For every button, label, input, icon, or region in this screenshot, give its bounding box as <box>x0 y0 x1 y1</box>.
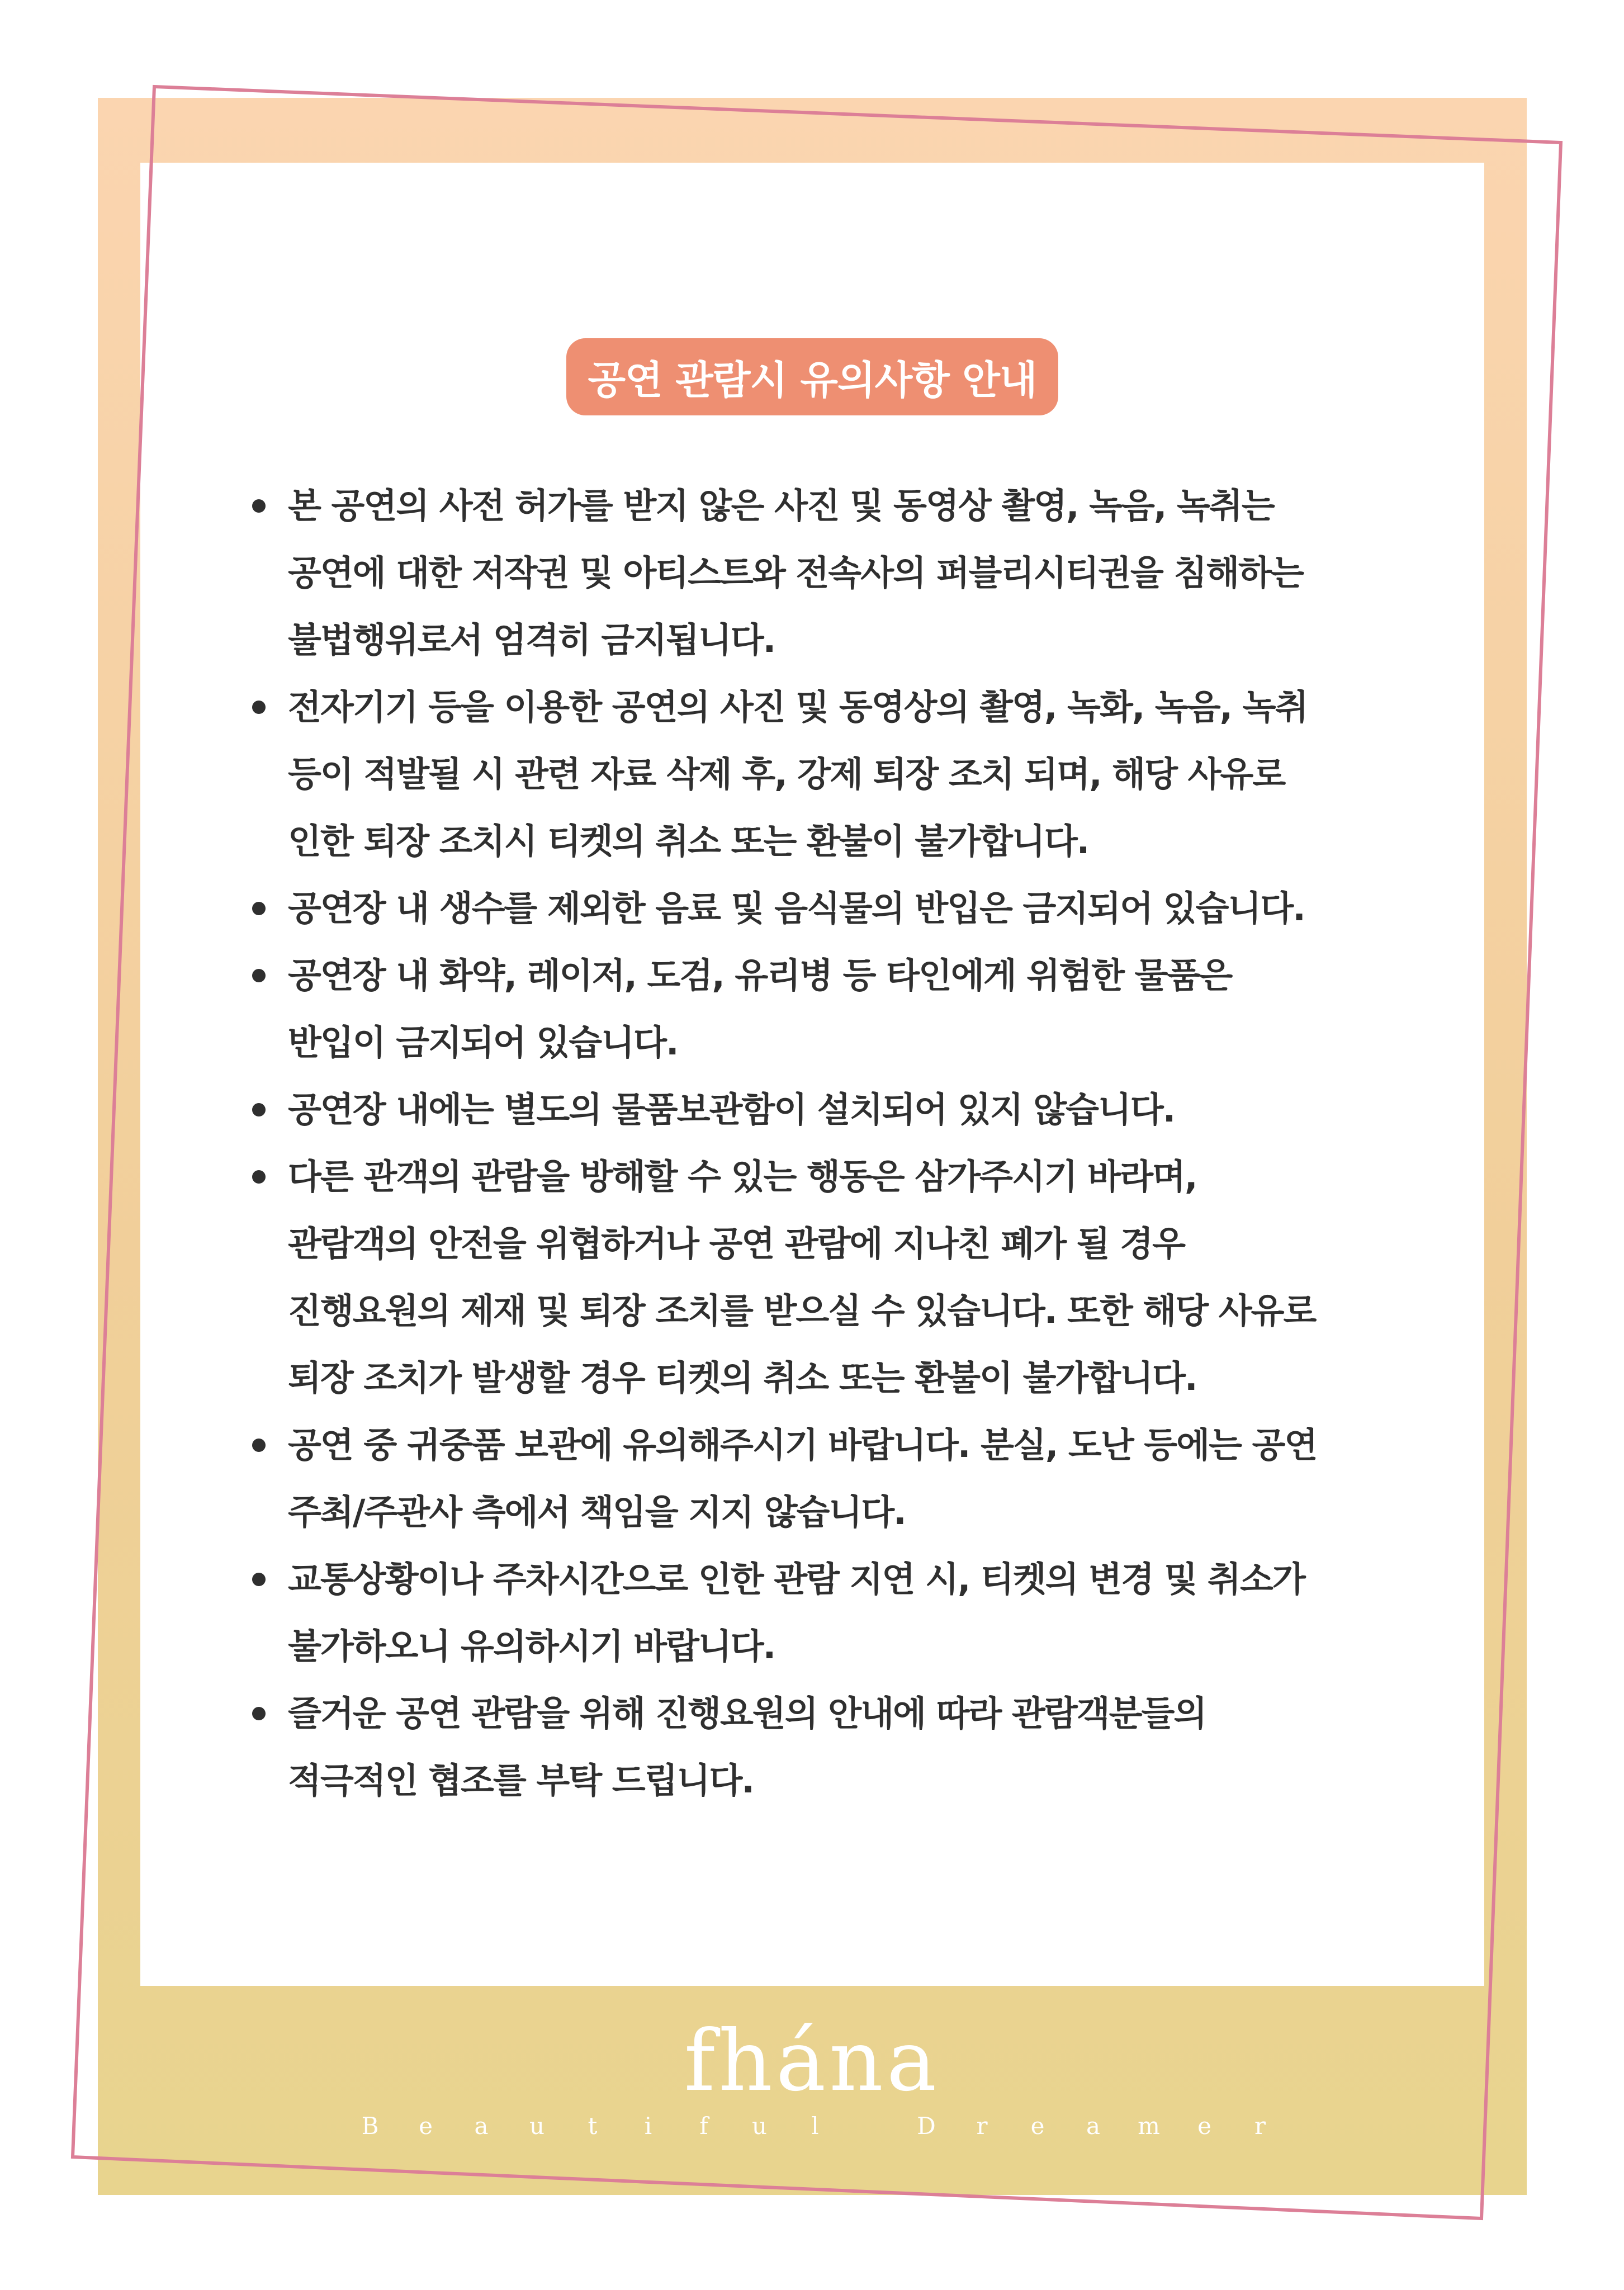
bullet-icon <box>252 969 266 982</box>
notice-line: 불법행위로서 엄격히 금지됩니다. <box>288 619 775 660</box>
notice-line: 반입이 금지되어 있습니다. <box>288 1022 678 1063</box>
notice-list <box>288 472 1412 1814</box>
notice-line: 주최/주관사 측에서 책임을 지지 않습니다. <box>288 1492 906 1532</box>
notice-item <box>288 875 1412 942</box>
bullet-icon <box>252 1439 266 1452</box>
notice-line: 전자기기 등을 이용한 공연의 사진 및 동영상의 촬영, 녹화, 녹음, 녹취 <box>288 687 1308 727</box>
notice-line: 불가하오니 유의하시기 바랍니다. <box>288 1626 775 1667</box>
bullet-icon <box>252 1707 266 1720</box>
notice-line: 공연장 내에는 별도의 물품보관함이 설치되어 있지 않습니다. <box>288 1089 1175 1130</box>
notice-line: 등이 적발될 시 관련 자료 삭제 후, 강제 퇴장 조치 되며, 해당 사유로 <box>288 754 1285 794</box>
brand-subtitle: B e a u t i f u l D r e a m e r <box>361 2112 1266 2140</box>
bullet-icon <box>252 1573 266 1586</box>
notice-line: 관람객의 안전을 위협하거나 공연 관람에 지나친 폐가 될 경우 <box>288 1223 1185 1264</box>
notice-item <box>288 1412 1412 1546</box>
notice-item <box>288 1546 1412 1680</box>
bullet-icon <box>252 902 266 915</box>
notice-line: 공연 중 귀중품 보관에 유의해주시기 바랍니다. 분실, 도난 등에는 공연 <box>288 1425 1317 1465</box>
notice-item <box>288 674 1412 875</box>
notice-item <box>288 1143 1412 1412</box>
notice-line: 적극적인 협조를 부탁 드립니다. <box>288 1760 754 1801</box>
notice-line: 진행요원의 제재 및 퇴장 조치를 받으실 수 있습니다. 또한 해당 사유로 <box>288 1290 1316 1331</box>
notice-line: 공연장 내 생수를 제외한 음료 및 음식물의 반입은 금지되어 있습니다. <box>288 888 1305 929</box>
notice-line: 교통상황이나 주차시간으로 인한 관람 지연 시, 티켓의 변경 및 취소가 <box>288 1559 1305 1600</box>
notice-line: 즐거운 공연 관람을 위해 진행요원의 안내에 따라 관람객분들의 <box>288 1693 1206 1734</box>
brand-logo: fhána <box>684 2013 940 2110</box>
bullet-icon <box>252 1103 266 1116</box>
bullet-icon <box>252 1170 266 1184</box>
notice-item <box>288 1680 1412 1814</box>
notice-item <box>288 472 1412 674</box>
notice-line: 다른 관객의 관람을 방해할 수 있는 행동은 삼가주시기 바라며, <box>288 1156 1197 1197</box>
notice-item <box>288 1076 1412 1143</box>
notice-line: 본 공연의 사전 허가를 받지 않은 사진 및 동영상 촬영, 녹음, 녹취는 <box>288 485 1274 526</box>
bullet-icon <box>252 701 266 714</box>
notice-line: 공연에 대한 저작권 및 아티스트와 전속사의 퍼블리시티권을 침해하는 <box>288 552 1303 593</box>
notice-line: 인한 퇴장 조치시 티켓의 취소 또는 환불이 불가합니다. <box>288 821 1089 862</box>
notice-line: 공연장 내 화약, 레이저, 도검, 유리병 등 타인에게 위험한 물품은 <box>288 955 1232 996</box>
page-title: 공연 관람시 유의사항 안내 <box>566 338 1058 415</box>
notice-item <box>288 942 1412 1076</box>
bullet-icon <box>252 499 266 513</box>
notice-line: 퇴장 조치가 발생할 경우 티켓의 취소 또는 환불이 불가합니다. <box>288 1357 1197 1398</box>
